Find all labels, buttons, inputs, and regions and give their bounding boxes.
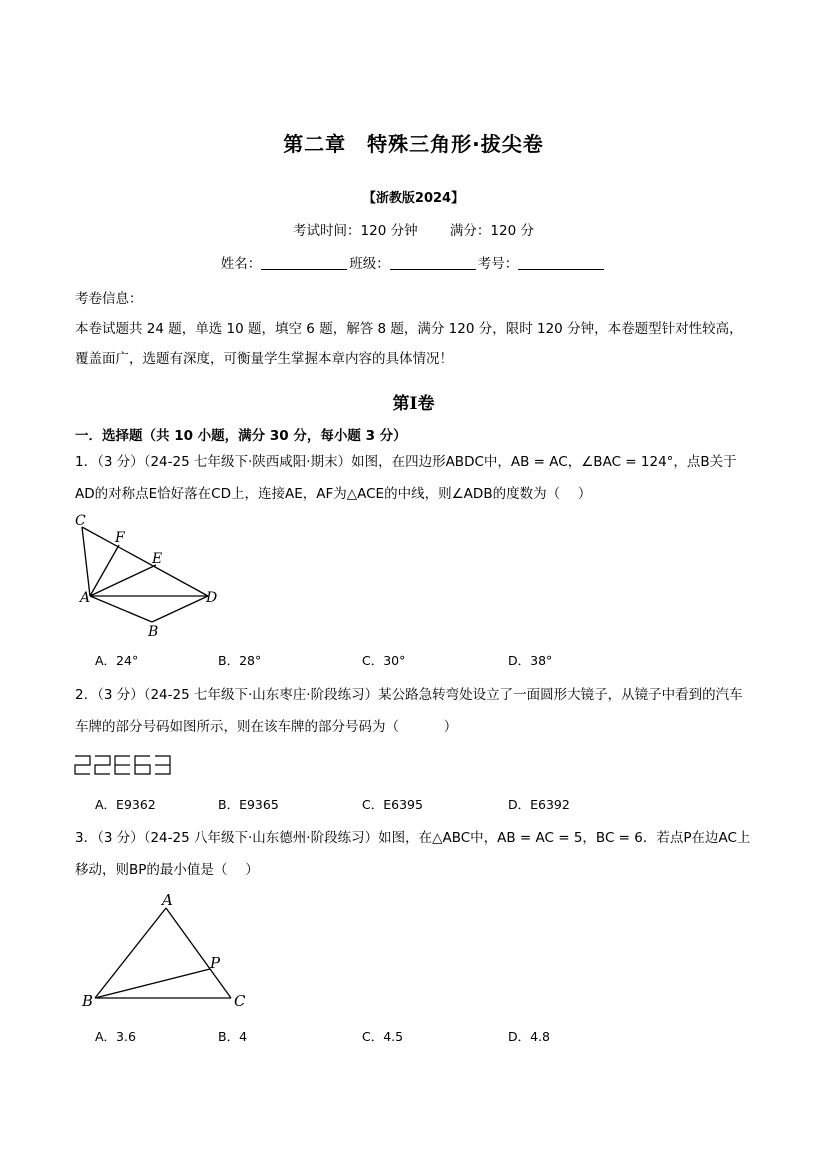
- q2-option-d[interactable]: D．E6392: [508, 797, 570, 812]
- plate-glyph-4: [135, 756, 150, 774]
- label-A: A: [162, 891, 173, 909]
- class-blank[interactable]: [390, 255, 476, 270]
- q2-option-b[interactable]: B．E9365: [218, 797, 279, 812]
- page-title: 第二章 特殊三角形·拔尖卷: [283, 132, 544, 156]
- plate-glyph-1: [75, 756, 90, 774]
- label-C: C: [75, 513, 86, 529]
- edge-CA: [82, 527, 90, 596]
- label-C: C: [234, 992, 246, 1010]
- name-label: 姓名：: [220, 256, 262, 272]
- edition-label: 【浙教版2024】: [362, 191, 465, 206]
- q1-option-b[interactable]: B．28°: [218, 653, 262, 668]
- q3-option-c[interactable]: C．4.5: [362, 1029, 404, 1044]
- q1-option-c[interactable]: C．30°: [362, 653, 406, 668]
- label-P: P: [210, 954, 221, 972]
- exam-time: 考试时间：120 分钟: [293, 223, 418, 239]
- edge-AB: [90, 596, 152, 622]
- label-B: B: [82, 992, 94, 1010]
- q3-option-d[interactable]: D．4.8: [508, 1029, 551, 1044]
- edge-AC: [166, 908, 231, 998]
- question-2-text: 2．（3 分）（24-25 七年级下·山东枣庄·阶段练习）某公路急转弯处设立了一面圆形大镜子，从镜子中看到的汽车车牌的部分号码如图所示，则在该车牌的部分号码为（ ）: [75, 687, 743, 735]
- question-1-text: 1．（3 分）（24-25 七年级下·陕西咸阳·期末）如图，在四边形ABDC中，AB = AC，∠BAC = 124°，点B关于AD的对称点E恰好落在CD上，连接AE，AF为△ACE的中线，则∠ADB的度数为（ ）: [75, 454, 737, 502]
- edge-AE: [90, 565, 156, 596]
- edge-AF: [90, 545, 119, 596]
- volume-title: 第Ⅰ卷: [392, 394, 435, 414]
- edge-AB: [95, 908, 166, 998]
- edge-CD: [82, 527, 208, 596]
- edge-BD: [152, 596, 208, 622]
- mirrored-plate-figure: [74, 754, 174, 778]
- q3-option-a[interactable]: A．3.6: [95, 1029, 136, 1044]
- info-body: 本卷试题共 24 题，单选 10 题，填空 6 题，解答 8 题，满分 120 分，限时 120 分钟，本卷题型针对性较高，覆盖面广，选题有深度，可衡量学生掌握本章内容的具体情况！: [75, 321, 743, 367]
- q3-option-b[interactable]: B．4: [218, 1029, 248, 1044]
- info-heading: 考卷信息：: [75, 291, 143, 307]
- q1-option-a[interactable]: A．24°: [95, 653, 139, 668]
- full-score: 满分：120 分: [449, 223, 534, 239]
- question-1-figure: [70, 510, 240, 645]
- label-E: E: [152, 551, 163, 567]
- plate-glyph-2: [95, 756, 110, 774]
- label-B: B: [148, 624, 159, 640]
- question-3-figure: [78, 890, 258, 1014]
- label-F: F: [115, 530, 125, 546]
- id-label: 考号：: [477, 256, 519, 272]
- student-info-line: [0, 252, 827, 272]
- edge-BP: [95, 969, 210, 998]
- exam-info-line: [0, 219, 827, 239]
- class-label: 班级：: [349, 256, 390, 272]
- question-3-text: 3．（3 分）（24-25 八年级下·山东德州·阶段练习）如图，在△ABC中，AB = AC = 5，BC = 6．若点P在边AC上移动，则BP的最小值是（ ）: [75, 830, 751, 878]
- label-A: A: [80, 590, 91, 606]
- q1-option-d[interactable]: D．38°: [508, 653, 553, 668]
- id-blank[interactable]: [518, 255, 604, 270]
- q2-option-c[interactable]: C．E6395: [362, 797, 423, 812]
- name-blank[interactable]: [261, 255, 347, 270]
- section-title: 一．选择题（共 10 小题，满分 30 分，每小题 3 分）: [75, 428, 407, 444]
- q2-option-a[interactable]: A．E9362: [95, 797, 156, 812]
- label-D: D: [206, 590, 218, 606]
